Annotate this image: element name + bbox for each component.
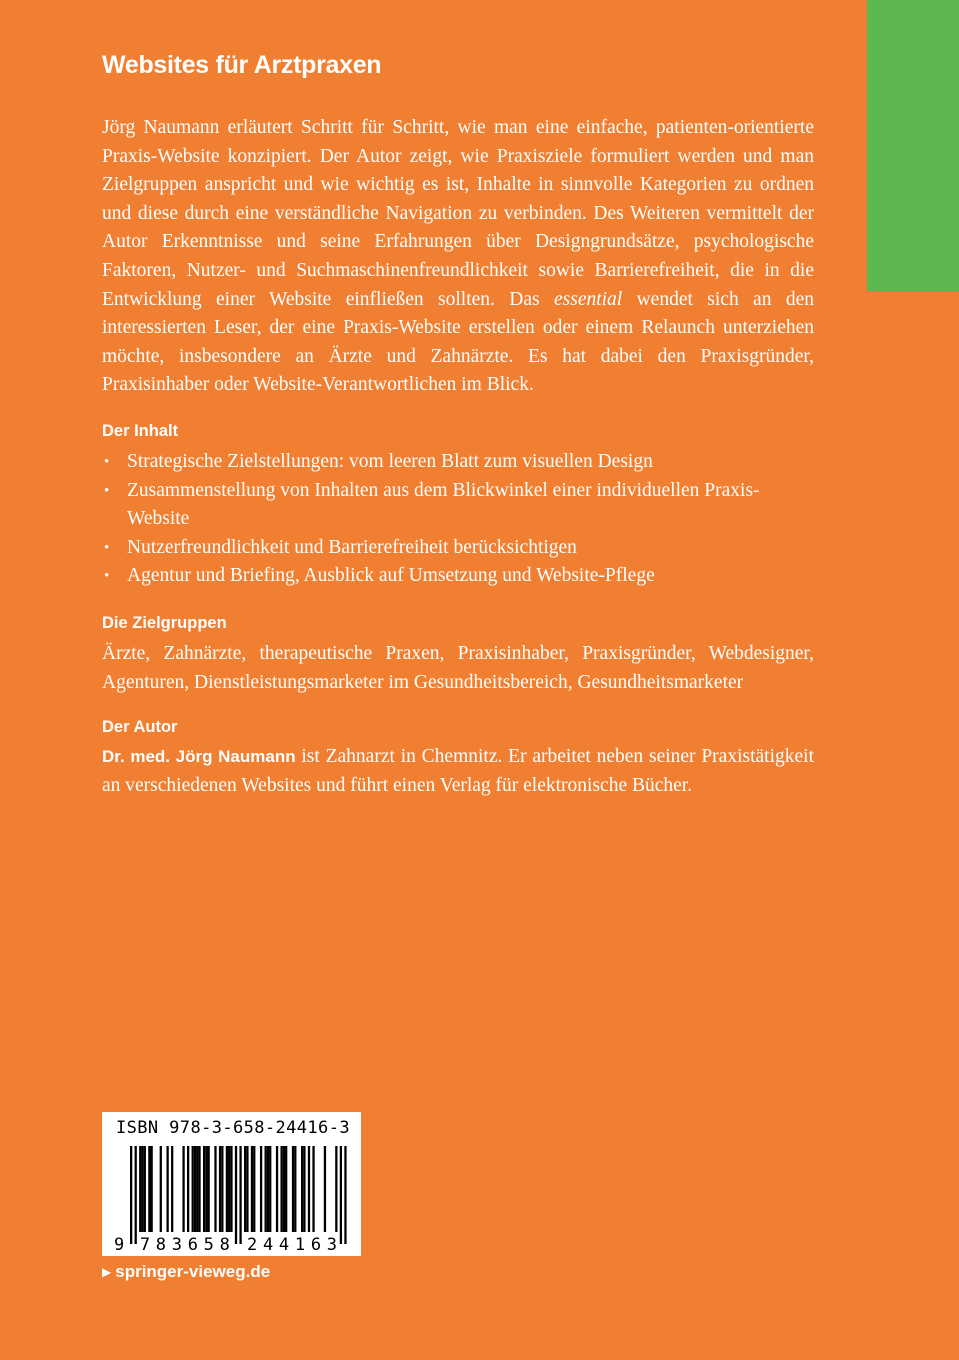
barcode-bar xyxy=(230,1146,232,1232)
barcode-bar xyxy=(196,1146,198,1232)
barcode-bar xyxy=(301,1146,303,1232)
barcode-bar xyxy=(192,1146,194,1232)
list-item xyxy=(102,477,814,534)
barcode-bar xyxy=(324,1146,326,1232)
list-item-text: Agentur und Briefing, Ausblick auf Umsetzung und Website-Pflege xyxy=(127,565,655,587)
barcode-bar xyxy=(253,1146,255,1232)
barcode-digit: 4 xyxy=(278,1235,290,1255)
barcode-bar xyxy=(267,1146,269,1232)
barcode-bar xyxy=(144,1146,146,1232)
barcode-bar xyxy=(280,1146,282,1232)
barcode-digit: 5 xyxy=(203,1235,214,1255)
barcode-guard-bar xyxy=(135,1146,137,1244)
barcode-bar xyxy=(171,1146,173,1232)
barcode-bar xyxy=(219,1146,221,1232)
barcode-bar xyxy=(139,1146,141,1232)
barcode-bar xyxy=(194,1146,196,1232)
play-arrow-icon: ▶ xyxy=(102,1265,112,1279)
intro-text-start: Jörg Naumann erläutert Schritt für Schritt, wie man eine einfache, patienten-orientierte Praxis-Website konzipiert. Der Autor zeigt, wie Praxisziele formuliert werden und man Zielgruppen anspricht und wie wichtig es ist, Inhalte in sinnvolle Kategorien zu ordnen und diese durch eine verständliche Navigation zu verbinden. Des Weiteren vermittelt der Autor Erkenntnisse und seine Erfahrungen über Designgrundsätze, psychologische Faktoren, Nutzer- und Suchmaschinenfreundlichkeit sowie Barrierefreiheit, die in die Entwicklung einer Website einfließen sollten. Das xyxy=(102,117,814,310)
barcode-digit: 9 xyxy=(114,1235,125,1255)
list-item xyxy=(102,448,814,477)
barcode-bar xyxy=(151,1146,153,1232)
author-name: Dr. med. Jörg Naumann xyxy=(102,747,296,767)
barcode-guard-bar xyxy=(344,1146,346,1244)
barcode-digit: 6 xyxy=(310,1235,322,1255)
barcode-digit: 2 xyxy=(247,1235,258,1255)
content-list xyxy=(102,448,814,591)
green-accent-tab xyxy=(867,0,959,292)
barcode-bar xyxy=(203,1146,205,1232)
barcode-bar xyxy=(244,1146,246,1232)
barcode-digit: 6 xyxy=(187,1235,198,1255)
barcode-digit: 3 xyxy=(326,1235,338,1255)
publisher-url: springer-vieweg.de xyxy=(115,1262,271,1281)
list-item-text: Strategische Zielstellungen: vom leeren Blatt zum visuellen Design xyxy=(127,450,653,472)
barcode-digit: 8 xyxy=(219,1235,230,1255)
target-groups-text: Ärzte, Zahnärzte, therapeutische Praxen, Praxisinhaber, Praxisgründer, Webdesigner, Agenturen, Dienstleistungsmarketer im Gesundheitsbereich, Gesundheitsmarketer xyxy=(102,642,814,693)
barcode-bar xyxy=(226,1146,228,1232)
barcode-bar xyxy=(198,1146,200,1232)
barcode-bar xyxy=(303,1146,305,1232)
bullet-icon: • xyxy=(104,482,110,499)
barcode-guard-bar xyxy=(235,1146,237,1244)
barcode-bar xyxy=(265,1146,267,1232)
isbn-label: ISBN 978-3-658-24416-3 xyxy=(116,1118,350,1138)
barcode-bar xyxy=(294,1146,296,1232)
barcode-bar xyxy=(269,1146,271,1232)
barcode-bar xyxy=(246,1146,248,1232)
barcode-bar xyxy=(276,1146,278,1232)
barcode-guard-bar xyxy=(340,1146,342,1244)
barcode-bar xyxy=(251,1146,253,1232)
barcode-digit: 7 xyxy=(139,1235,151,1255)
barcode-bar xyxy=(335,1146,337,1232)
intro-text-end: wendet sich an den interessierten Leser, der eine Praxis-Website erstellen oder einem Relaunch unterziehen möchte, insbesondere an Ärzte und Zahnärzte. Es hat dabei den Praxisgründer, Praxisinhaber oder Website-Verantwortlichen im Blick. xyxy=(102,288,814,396)
barcode-bar xyxy=(141,1146,143,1232)
barcode-bar xyxy=(166,1146,168,1232)
barcode-bar xyxy=(228,1146,230,1232)
author-bio-text: ist Zahnarzt in Chemnitz. Er arbeitet neben seiner Praxistätigkeit an verschiedenen Websites und führt einen Verlag für elektronische Bücher. xyxy=(102,746,814,796)
intro-emphasis: essential xyxy=(553,288,623,310)
barcode-bar xyxy=(312,1146,314,1232)
heading-autor: Der Autor xyxy=(102,718,178,737)
intro-paragraph xyxy=(102,114,814,400)
barcode-bar xyxy=(205,1146,207,1232)
barcode-bar xyxy=(260,1146,262,1232)
barcode-digit: 1 xyxy=(294,1235,306,1255)
book-title: Websites für Arztpraxen xyxy=(102,51,382,79)
barcode-bar xyxy=(221,1146,223,1232)
barcode-bar xyxy=(285,1146,287,1232)
barcode-guard-bar xyxy=(239,1146,241,1244)
publisher-link[interactable] xyxy=(102,1262,270,1282)
barcode-bar xyxy=(187,1146,189,1232)
barcode-digit: 8 xyxy=(155,1235,167,1255)
barcode-bar xyxy=(148,1146,150,1232)
barcode-bar xyxy=(283,1146,285,1232)
heading-zielgruppen: Die Zielgruppen xyxy=(102,613,227,632)
list-item xyxy=(102,562,814,591)
isbn-barcode xyxy=(102,1112,361,1256)
bullet-icon: • xyxy=(104,568,110,585)
heading-inhalt: Der Inhalt xyxy=(102,421,179,440)
barcode-digit: 3 xyxy=(171,1235,183,1255)
author-bio xyxy=(102,743,814,800)
barcode-digit: 4 xyxy=(262,1235,274,1255)
bullet-icon: • xyxy=(104,453,110,470)
list-item-text: Zusammenstellung von Inhalten aus dem Blickwinkel einer individuellen Praxis-Website xyxy=(127,479,760,530)
bullet-icon: • xyxy=(104,539,110,556)
barcode-bar xyxy=(308,1146,310,1232)
barcode-guard-bar xyxy=(130,1146,132,1244)
list-item xyxy=(102,534,814,563)
barcode-bar xyxy=(214,1146,216,1232)
list-item-text: Nutzerfreundlichkeit und Barrierefreiheit berücksichtigen xyxy=(127,536,577,558)
barcode-bar xyxy=(292,1146,294,1232)
barcode-bar xyxy=(208,1146,210,1232)
barcode-bar xyxy=(182,1146,184,1232)
barcode-graphic xyxy=(102,1112,361,1256)
barcode-bar xyxy=(160,1146,162,1232)
back-cover-text xyxy=(102,46,814,800)
